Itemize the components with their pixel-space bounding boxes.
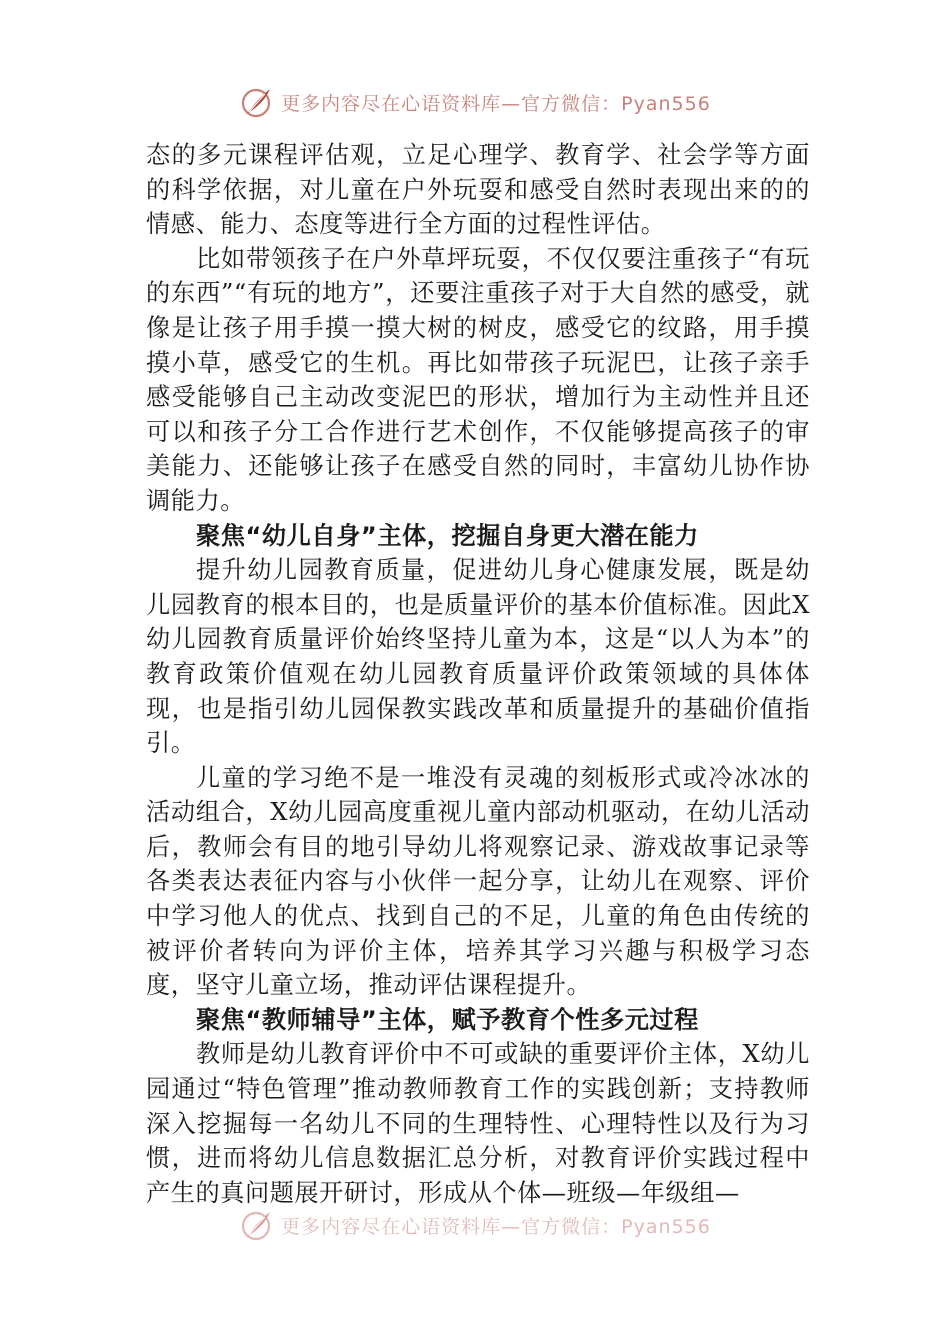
watermark-text: 更多内容尽在心语资料库—官方微信：Pyan556 — [281, 92, 711, 115]
paragraph: 比如带领孩子在户外草坪玩耍，不仅仅要注重孩子“有玩的东西”“有玩的地方”，还要注重孩子对于大自然的感受，就像是让孩子用手摸一摸大树的树皮，感受它的纹路，用手摸摸小草，感受它的生机。再比如带孩子玩泥巴，让孩子亲手感受能够自己主动改变泥巴的形状，增加行为主动性并且还可以和孩子分工合作进行艺术创作，不仅能够提高孩子的审美能力、还能够让孩子在感受自然的同时，丰富幼儿协作协调能力。 — [146, 244, 810, 515]
header-watermark — [0, 82, 950, 122]
watermark-text: 更多内容尽在心语资料库—官方微信：Pyan556 — [281, 1215, 711, 1238]
paragraph: 教师是幼儿教育评价中不可或缺的重要评价主体，X幼儿园通过“特色管理”推动教师教育工作的实践创新；支持教师深入挖掘每一名幼儿不同的生理特性、心理特性以及行为习惯，进而将幼儿信息数据汇总分析，对教育评价实践过程中产生的真问题展开研讨，形成从个体—班级—年级组— — [146, 1040, 810, 1207]
feather-pen-logo-icon — [239, 84, 275, 120]
paragraph: 儿童的学习绝不是一堆没有灵魂的刻板形式或冷冰冰的活动组合，X幼儿园高度重视儿童内部动机驱动，在幼儿活动后，教师会有目的地引导幼儿将观察记录、游戏故事记录等各类表达表征内容与小伙伴一起分享，让幼儿在观察、评价中学习他人的优点、找到自己的不足，儿童的角色由传统的被评价者转向为评价主体，培养其学习兴趣与积极学习态度，坚守儿童立场，推动评估课程提升。 — [146, 763, 810, 1000]
section-heading: 聚焦“教师辅导”主体，赋予教育个性多元过程 — [196, 1005, 699, 1034]
document-body — [146, 138, 810, 1210]
paragraph: 态的多元课程评估观，立足心理学、教育学、社会学等方面的科学依据，对儿童在户外玩耍和感受自然时表现出来的的情感、能力、态度等进行全方面的过程性评估。 — [146, 141, 810, 239]
feather-pen-logo-icon — [239, 1207, 275, 1243]
paragraph: 提升幼儿园教育质量，促进幼儿身心健康发展，既是幼儿园教育的根本目的，也是质量评价的基本价值标准。因此X幼儿园教育质量评价始终坚持儿童为本，这是“以人为本”的教育政策价值观在幼儿园教育质量评价政策领域的具体体现，也是指引幼儿园保教实践改革和质量提升的基础价值指引。 — [146, 556, 810, 758]
section-heading: 聚焦“幼儿自身”主体，挖掘自身更大潜在能力 — [196, 521, 699, 550]
footer-watermark — [0, 1205, 950, 1245]
